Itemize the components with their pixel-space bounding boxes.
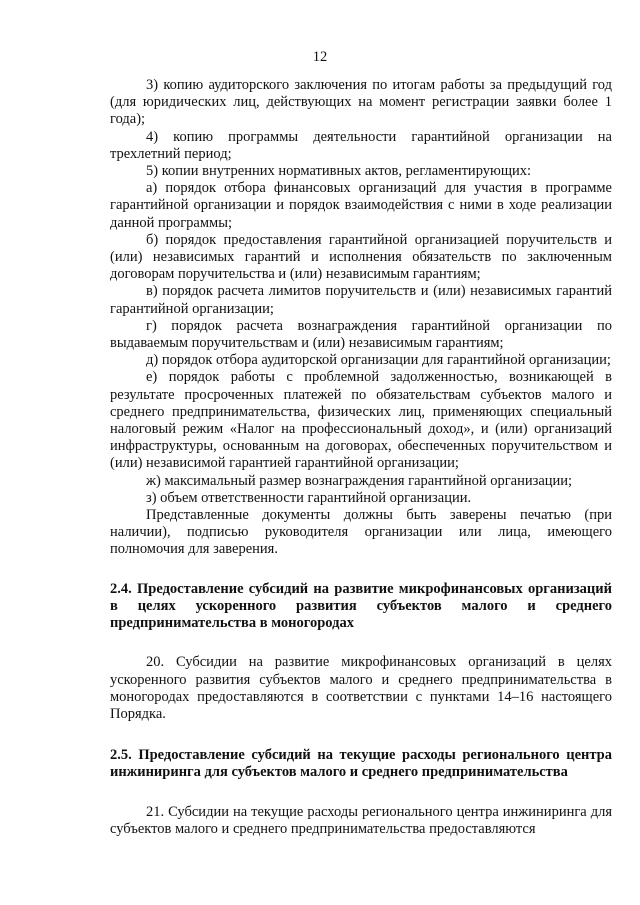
- subitem-b: б) порядок предоставления гарантийной организацией поручительств и (или) независимых гарантий и исполнения обязательств по заключенным договорам поручительства и (или) независимым гарантиям;: [110, 231, 612, 283]
- certification-paragraph: Представленные документы должны быть заверены печатью (при наличии), подписью руководителя организации или лица, имеющего полномочия для заверения.: [110, 507, 612, 558]
- paragraph-20: 20. Субсидии на развитие микрофинансовых организаций в целях ускоренного развития субъектов малого и среднего предпринимательства в моногородах предоставляются в соответствии с пунктами 14–16 настоящего Порядка.: [110, 654, 612, 722]
- subitem-e: е) порядок работы с проблемной задолженностью, возникающей в результате просроченных платежей по обязательствам субъектов малого и среднего предпринимательства, физических лиц, применяющих специальный налоговый режим «Налог на профессиональный доход», и (или) организаций инфраструктуры, основанным на договорах, обеспеченных поручительством и (или) независимой гарантией гарантийной организации;: [110, 369, 612, 472]
- paragraph-item-3: 3) копию аудиторского заключения по итогам работы за предыдущий год (для юридических лиц, действующих на момент регистрации заявки более 1 года);: [110, 77, 612, 128]
- subitem-zh: ж) максимальный размер вознаграждения гарантийной организации;: [146, 472, 573, 489]
- section-heading-2-4: 2.4. Предоставление субсидий на развитие микрофинансовых организаций в целях ускоренного развития субъектов малого и среднего предпринимательства в моногородах: [110, 580, 612, 632]
- subitem-z: з) объем ответственности гарантийной организации.: [146, 489, 472, 506]
- subitem-d: д) порядок отбора аудиторской организации для гарантийной организации;: [146, 352, 611, 369]
- paragraph-item-5: 5) копии внутренних нормативных актов, регламентирующих:: [146, 163, 532, 180]
- subitem-v: в) порядок расчета лимитов поручительств и (или) независимых гарантий гарантийной организации;: [110, 283, 612, 317]
- subitem-g: г) порядок расчета вознаграждения гарантийной организации по выдаваемым поручительствам и (или) независимым гарантиям;: [110, 317, 612, 352]
- section-heading-2-5: 2.5. Предоставление субсидий на текущие расходы регионального центра инжиниринга для субъектов малого и среднего предпринимательства: [110, 747, 612, 781]
- page-number: 12: [312, 49, 328, 65]
- subitem-a: а) порядок отбора финансовых организаций для участия в программе гарантийной организации и порядок взаимодействия с ними в ходе реализации данной программы;: [110, 180, 612, 231]
- document-body: [110, 77, 612, 838]
- paragraph-item-4: 4) копию программы деятельности гарантийной организации на трехлетний период;: [110, 128, 612, 162]
- paragraph-21: 21. Субсидии на текущие расходы регионального центра инжиниринга для субъектов малого и среднего предпринимательства предоставляются: [110, 803, 612, 837]
